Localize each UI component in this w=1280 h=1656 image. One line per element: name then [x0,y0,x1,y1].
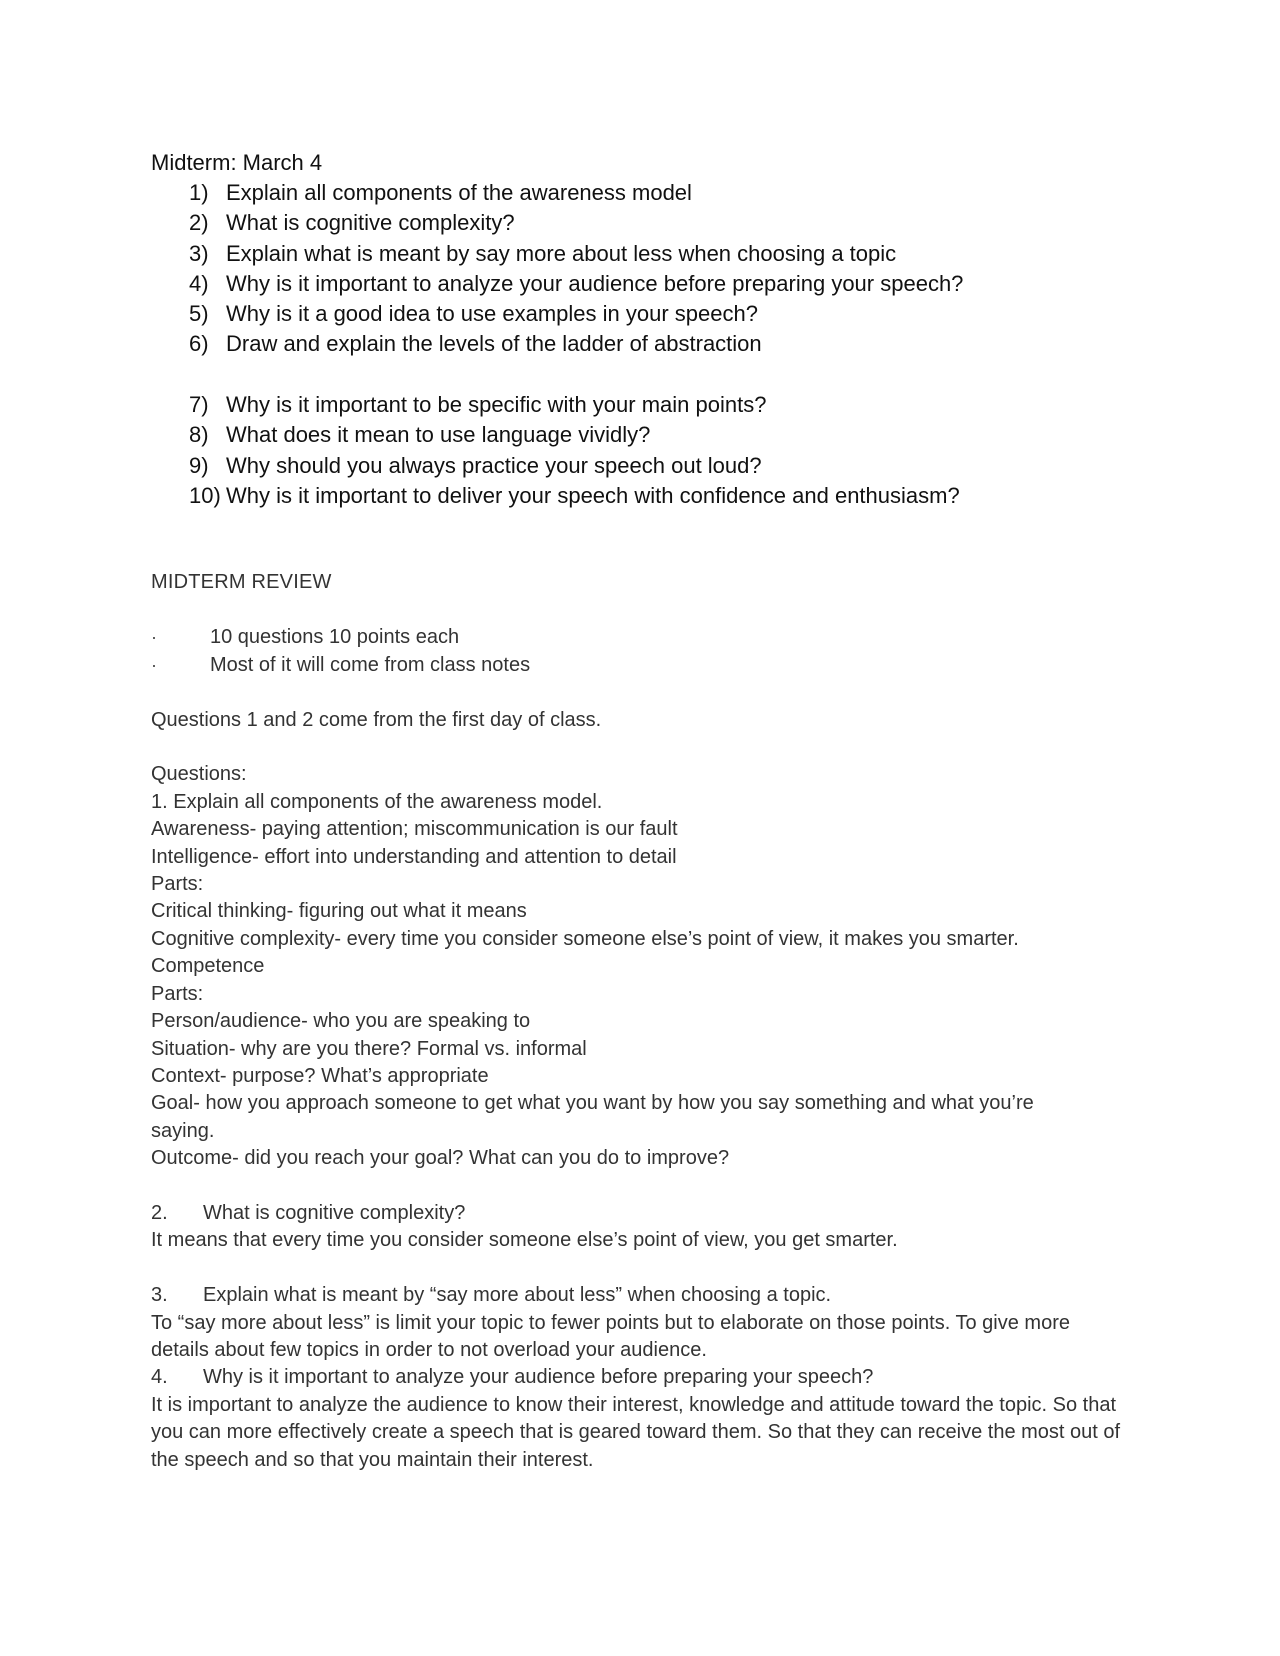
paragraph-gap [151,679,1131,706]
bullet-dot: · [151,627,157,648]
list-number: 5) [189,301,209,327]
list-text: Why is it important to analyze your audience before preparing your speech? [226,270,964,296]
q4-title [151,1364,1131,1391]
q2-number: 2. [151,1201,168,1224]
list-item [151,481,1131,511]
q2-answer: It means that every time you consider someone else’s point of view, you get smarter. [151,1229,898,1252]
list-item [151,178,1131,208]
list-text: Explain what is meant by say more about less when choosing a topic [226,240,897,266]
list-spacer [151,360,1131,390]
q3-answer: To “say more about less” is limit your topic to fewer points but to elaborate on those points. To give more details about few topics in order to not overload your audience. [151,1311,1070,1361]
document-page [151,148,1131,1474]
q1-line: Parts: [151,873,204,896]
midterm-title: Midterm: March 4 [151,150,323,175]
paragraph-gap [151,1173,1131,1200]
q4-title-text: Why is it important to analyze your audience before preparing your speech? [203,1366,874,1389]
bullet-item [151,652,1131,680]
list-text: Draw and explain the levels of the ladder of abstraction [226,331,762,357]
list-number: 6) [189,331,209,357]
list-number: 1) [189,180,209,205]
list-number: 8) [189,422,209,448]
q1-outcome: Outcome- did you reach your goal? What can you do to improve? [151,1147,730,1170]
q1-line: Parts: [151,982,204,1005]
bullet-item [151,624,1131,652]
review-intro: Questions 1 and 2 come from the first day of class. [151,708,602,731]
list-text: Why is it important to be specific with your main points? [226,392,767,418]
q1-line: Intelligence- effort into understanding and attention to detail [151,845,677,868]
list-item [151,299,1131,329]
q1-line: Person/audience- who you are speaking to [151,1010,531,1033]
q3-title [151,1282,1131,1309]
q2-title-text: What is cognitive complexity? [203,1201,466,1224]
list-number: 2) [189,210,209,236]
paragraph-gap [151,1255,1131,1282]
review-bullets [151,624,1131,679]
bullet-text: 10 questions 10 points each [210,626,460,649]
list-item [151,208,1131,238]
q3-number: 3. [151,1284,168,1307]
q1-goal: Goal- how you approach someone to get what you want by how you say something and what you’re saying. [151,1092,1034,1142]
list-text: Why should you always practice your speech out loud? [226,452,762,478]
midterm-question-list-continued [151,390,1131,511]
q1-title: 1. Explain all components of the awareness model. [151,790,603,813]
list-text: Why is it important to deliver your speech with confidence and enthusiasm? [226,482,960,508]
list-text: What is cognitive complexity? [226,210,515,236]
list-item [151,329,1131,359]
paragraph-gap [151,734,1131,761]
q1-line: Awareness- paying attention; miscommunication is our fault [151,818,678,841]
list-number: 7) [189,392,209,418]
q1-line: Competence [151,955,265,978]
list-item [151,390,1131,420]
q2-title [151,1200,1131,1227]
q1-line: Situation- why are you there? Formal vs. informal [151,1037,587,1060]
bullet-text: Most of it will come from class notes [210,653,531,676]
q1-line: Cognitive complexity- every time you consider someone else’s point of view, it makes you smarter. [151,927,1019,950]
list-number: 9) [189,452,209,478]
list-text: What does it mean to use language vividly? [226,422,651,448]
review-heading: MIDTERM REVIEW [151,571,332,594]
list-text: Why is it a good idea to use examples in your speech? [226,301,758,327]
list-number: 10) [189,482,221,508]
midterm-question-list [151,178,1131,360]
q1-line: Context- purpose? What’s appropriate [151,1064,489,1087]
list-item [151,451,1131,481]
q1-line: Critical thinking- figuring out what it means [151,900,527,923]
q4-answer: It is important to analyze the audience to know their interest, knowledge and attitude toward the topic. So that you can more effectively create a speech that is geared toward them. So that they can receive the most out of the speech and so that you maintain their interest. [151,1393,1121,1471]
list-number: 4) [189,270,209,296]
q4-number: 4. [151,1366,168,1389]
questions-label: Questions: [151,763,247,786]
list-text: Explain all components of the awareness model [226,180,692,205]
list-item [151,239,1131,269]
q3-title-text: Explain what is meant by “say more about less” when choosing a topic. [203,1284,832,1307]
list-item [151,420,1131,450]
bullet-dot: · [151,654,157,675]
list-item [151,269,1131,299]
list-number: 3) [189,240,209,266]
